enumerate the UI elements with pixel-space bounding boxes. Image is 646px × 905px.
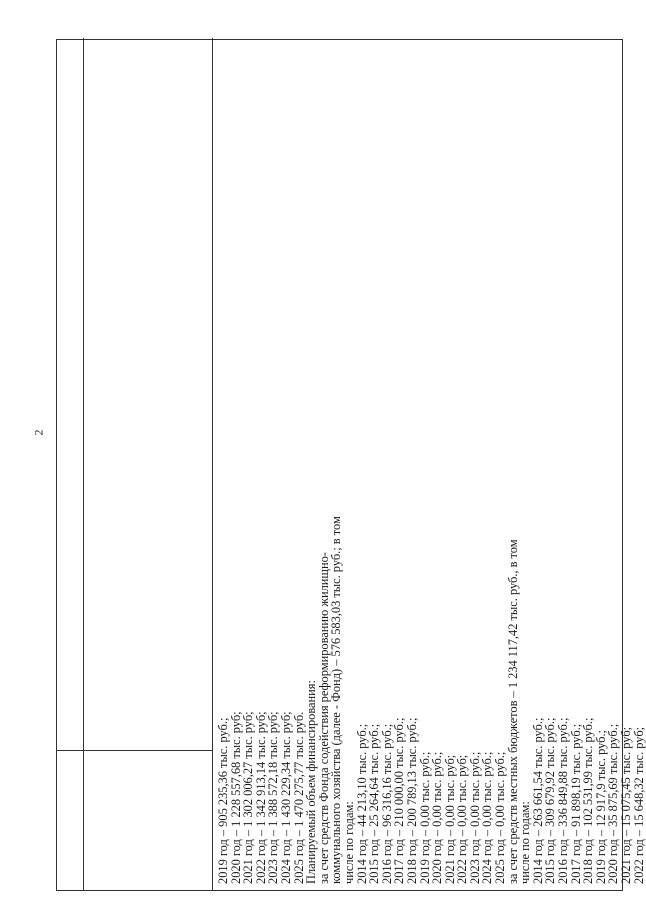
financing-line: 2024 год – 1 430 229,34 тыс. руб;: [278, 711, 293, 884]
financing-line: 2022 год – 0,00 тыс. руб;: [455, 754, 470, 884]
financing-line: 2017 год – 210 000,00 тыс. руб.;: [392, 717, 407, 884]
financing-line: 2014 год – 263 661,54 тыс. руб.;: [530, 717, 545, 884]
financing-line: 2017 год – 91 898,19 тыс. руб.;: [568, 723, 583, 884]
financing-line: 2018 год – 102 531,99 тыс. руб.;: [581, 717, 596, 884]
financing-line: 2015 год – 309 679,92 тыс. руб.;: [543, 717, 558, 884]
financing-line: коммунального хозяйства (далее - Фонд) – 576 583,03 тыс. руб.; в том: [329, 516, 344, 884]
financing-line: 2015 год – 25 264,64 тыс. руб.;: [367, 723, 382, 884]
financing-line: 2025 год – 0,00 тыс. руб.;: [493, 751, 508, 884]
financing-line: 2023 год – 1 388 572,18 тыс. руб;: [266, 711, 281, 884]
financing-line: 2022 год – 1 342 913,14 тыс. руб;: [253, 711, 268, 884]
financing-line: 2024 год – 0,00 тыс. руб.;: [480, 751, 495, 884]
financing-line: 2020 год – 35 875,69 тыс. руб.;: [606, 723, 621, 884]
financing-line: 2022 год – 15 648,32 тыс. руб;: [631, 726, 646, 884]
financing-line: 2020 год – 1 228 557,68 тыс. руб;: [228, 711, 243, 884]
financing-text-cell: [213, 38, 646, 890]
financing-line: 2021 год – 15 075,45 тыс. руб;: [619, 726, 633, 884]
financing-line: 2016 год – 336 849,88 тыс. руб.;: [556, 717, 571, 884]
financing-line: 2021 год – 0,00 тыс. руб;: [442, 754, 457, 884]
page-number: 2: [31, 429, 46, 436]
financing-line: 2016 год – 96 316,16 тыс. руб.;: [379, 723, 394, 884]
rotated-page-frame: [56, 39, 646, 891]
financing-line: 2023 год – 0,00 тыс. руб.;: [467, 751, 482, 884]
financing-line: 2019 год – 12 917,9 тыс. руб.;: [593, 730, 608, 884]
financing-line: числе по годам:: [518, 801, 533, 884]
financing-line: 2018 год – 200 789,13 тыс. руб.;: [404, 717, 419, 884]
financing-line: за счет средств местных бюджетов – 1 234 117,42 тыс. руб., в том: [505, 539, 520, 884]
financing-line: 2020 год – 0,00 тыс. руб.;: [430, 751, 445, 884]
table-left-cell: [57, 750, 212, 890]
financing-line: 2014 год – 44 213,10 тыс. руб.;: [354, 723, 369, 884]
financing-line: 2019 год – 905 235,36 тыс. руб.;: [216, 717, 230, 884]
financing-line: 2019 год – 0,00 тыс. руб.;: [417, 751, 432, 884]
financing-line: числе по годам:: [341, 801, 356, 884]
financing-table: [56, 39, 646, 891]
financing-line: Планируемый объем финансирования:: [304, 680, 319, 884]
financing-line: 2025 год – 1 470 275,77 тыс. руб.: [291, 711, 306, 884]
financing-line: за счет средств Фонда содействия реформированию жилищно-: [316, 552, 331, 884]
financing-line: 2021 год – 1 302 006,27 тыс. руб;: [241, 711, 256, 884]
